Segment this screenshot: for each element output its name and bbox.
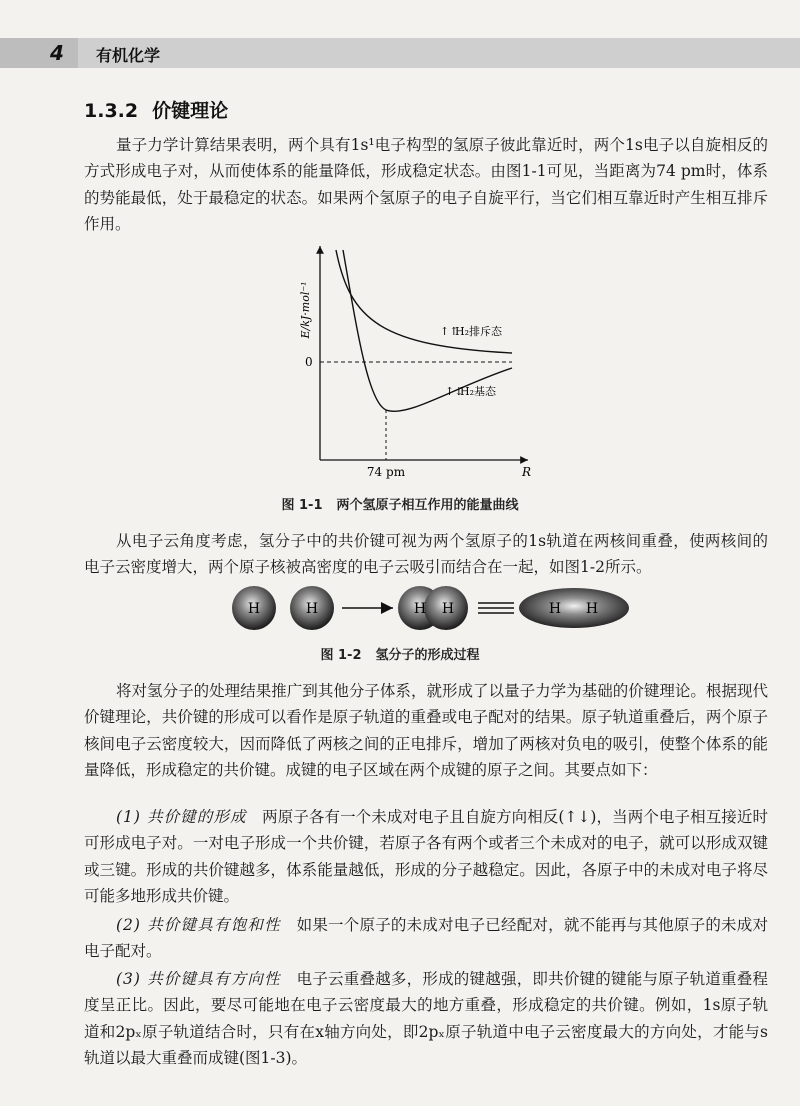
y-axis-label: E/kJ·mol⁻¹ xyxy=(299,281,312,339)
figure-1-2-caption xyxy=(0,644,800,663)
section-title: 价键理论 xyxy=(152,100,229,122)
atom-label-1: H xyxy=(247,601,261,617)
atom-label-3: H xyxy=(413,601,427,617)
atom-label-5: H xyxy=(548,601,562,617)
repulsive-state-label: H₂排斥态 xyxy=(455,325,503,338)
running-header xyxy=(0,38,800,68)
zero-label: 0 xyxy=(305,355,313,369)
section-number: 1.3.2 xyxy=(84,100,139,122)
point-1-formation xyxy=(84,804,768,910)
point-1-heading: (1) 共价键的形成 xyxy=(116,807,247,826)
point-2-body: 如果一个原子的未成对电子已经配对，就不能再与其他原子的未成对电子配对。 xyxy=(84,915,768,960)
page-number: 4 xyxy=(50,41,64,65)
section-heading xyxy=(84,96,228,123)
point-3-directionality xyxy=(84,966,768,1072)
energy-curve-figure xyxy=(0,240,800,480)
book-title: 有机化学 xyxy=(96,46,161,65)
equilibrium-sign xyxy=(478,603,514,613)
figure-1-2-title: 氢分子的形成过程 xyxy=(375,648,480,663)
x-axis-label: R xyxy=(522,465,532,479)
spin-parallel-arrows: ↑↑ xyxy=(440,325,459,338)
point-2-saturation xyxy=(84,912,768,965)
bonding-state-label: H₂基态 xyxy=(460,385,497,398)
paragraph-intro: 量子力学计算结果表明，两个具有1s¹电子构型的氢原子彼此靠近时，两个1s电子以自旋相反的方式形成电子对，从而使体系的能量降低，形成稳定状态。由图1-1可见，当距离为74 pm时，体系的势能最低，处于最稳定的状态。如果两个氢原子的电子自旋平行，当它们相互靠近时产生相互排斥作用。 xyxy=(84,135,768,233)
figure-1-2-number: 图 1-2 xyxy=(320,648,362,663)
min-distance-tick-label: 74 pm xyxy=(366,465,406,479)
figure-1-1-number: 图 1-1 xyxy=(281,498,323,513)
figure-1-1-title: 两个氢原子相互作用的能量曲线 xyxy=(336,498,519,513)
atom-label-2: H xyxy=(305,601,319,617)
atom-label-6: H xyxy=(585,601,599,617)
figure-1-1-caption xyxy=(0,494,800,513)
page-number-box xyxy=(0,38,78,68)
paragraph-electron-cloud: 从电子云角度考虑，氢分子中的共价键可视为两个氢原子的1s轨道在两核间重叠，使两核间的电子云密度增大，两个原子核被高密度的电子云吸引而结合在一起，如图1-2所示。 xyxy=(84,531,768,576)
h2-molecule xyxy=(519,588,629,628)
paragraph-valence-bond: 将对氢分子的处理结果推广到其他分子体系，就形成了以量子力学为基础的价键理论。根据现代价键理论，共价键的形成可以看作是原子轨道的重叠或电子配对的结果。原子轨道重叠后，两个原子核间电子云密度较大，因而降低了两核之间的正电排斥，增加了两核对负电的吸引，使整个体系的能量降低，形成稳定的共价键。成键的电子区域在两个成键的原子之间。其要点如下： xyxy=(84,681,768,779)
atom-label-4: H xyxy=(441,601,455,617)
point-3-heading: (3) 共价键具有方向性 xyxy=(116,969,281,988)
point-2-heading: (2) 共价键具有饱和性 xyxy=(116,915,281,934)
spin-antiparallel-arrows: ↑↓ xyxy=(445,385,464,398)
point-1-body: 两原子各有一个未成对电子且自旋方向相反(↑↓)，当两个电子相互接近时可形成电子对。一对电子形成一个共价键，若原子各有两个或者三个未成对的电子，就可以形成双键或三键。形成的共价键越多，体系能量越低，形成的分子越稳定。因此，各原子中的未成对电子将尽可能多地形成共价键。 xyxy=(84,807,768,905)
h2-formation-figure xyxy=(0,578,800,638)
point-3-body: 电子云重叠越多，形成的键越强，即共价键的键能与原子轨道重叠程度呈正比。因此，要尽可能地在电子云密度最大的地方重叠，形成稳定的共价键。例如，1s原子轨道和2pₓ原子轨道结合时，只有在x轴方向处，即2pₓ原子轨道中电子云密度最大的方向处，才能与s轨道以最大重叠而成键(图1-3)。 xyxy=(84,969,768,1067)
